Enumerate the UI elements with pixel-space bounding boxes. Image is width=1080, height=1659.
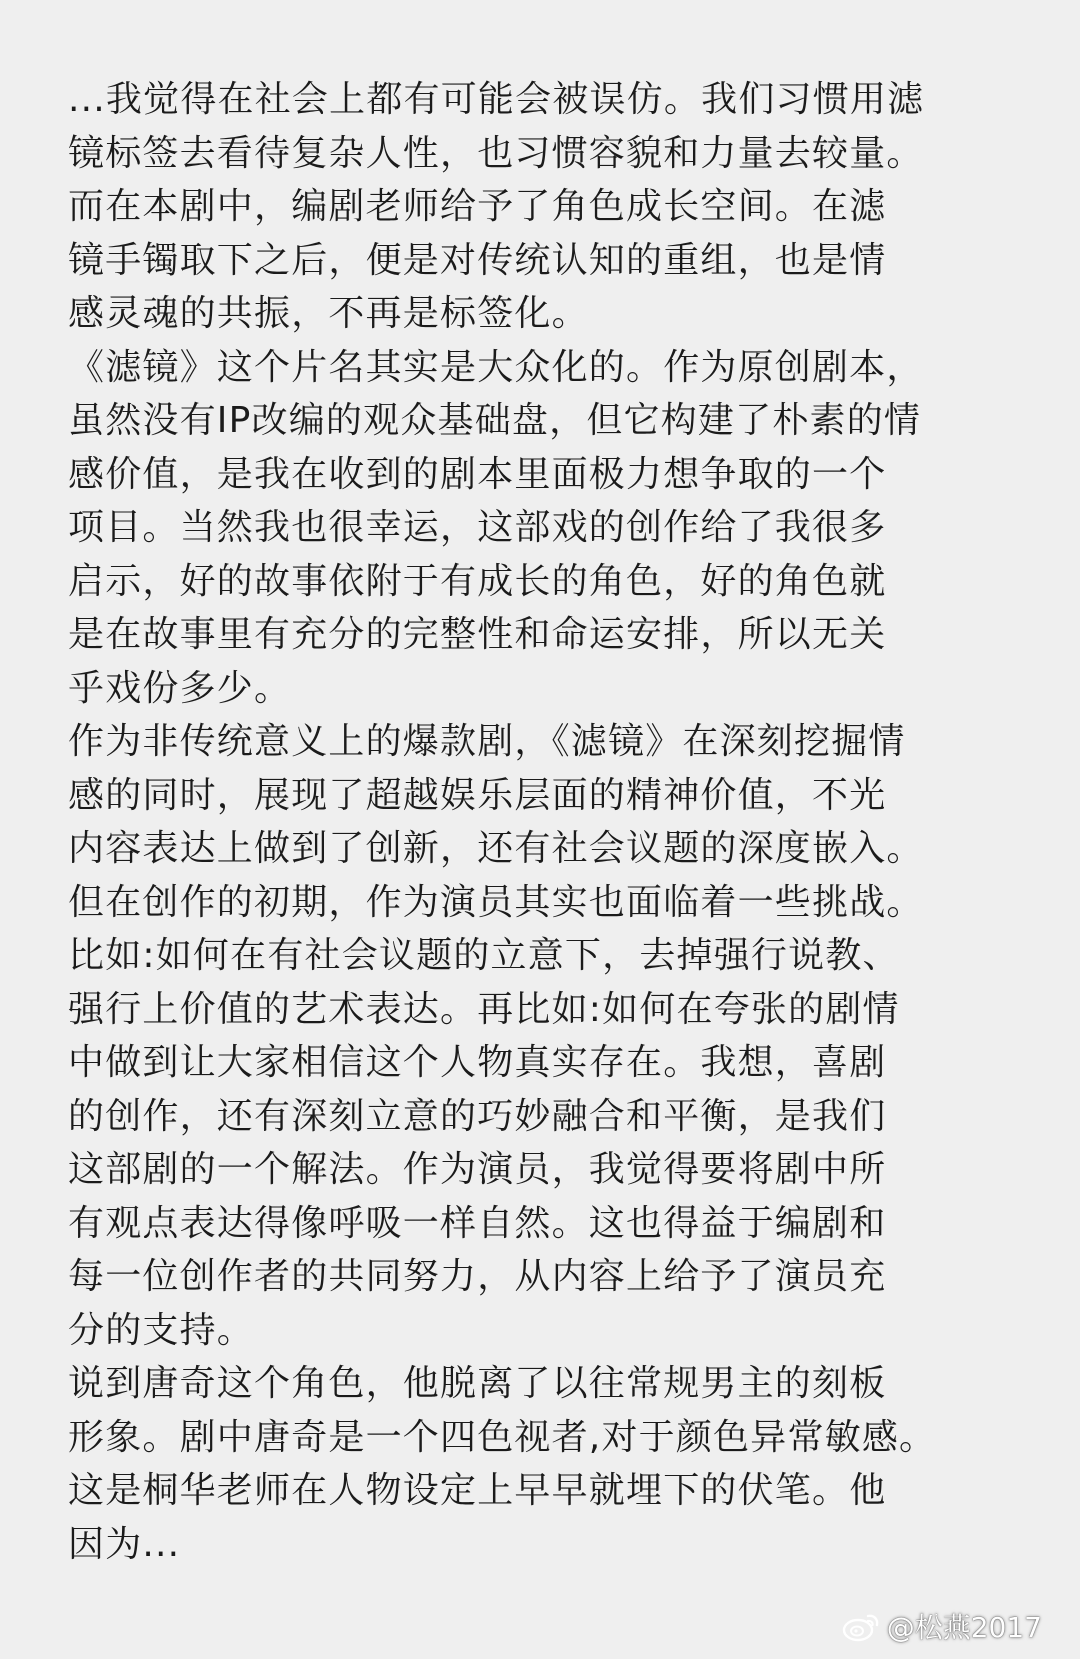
weibo-watermark: [841, 1603, 1042, 1649]
text-line: 乎戏份多少。: [68, 667, 292, 709]
text-line: 有观点表达得像呼吸一样自然。这也得益于编剧和: [68, 1202, 887, 1244]
text-line: 的创作，还有深刻立意的巧妙融合和平衡，是我们: [68, 1095, 887, 1137]
text-line: 感的同时，展现了超越娱乐层面的精神价值，不光: [68, 774, 887, 816]
text-line: 但在创作的初期，作为演员其实也面临着一些挑战。: [68, 881, 924, 923]
text-line: 强行上价值的艺术表达。再比如:如何在夸张的剧情: [68, 988, 900, 1030]
text-line: 每一位创作者的共同努力，从内容上给予了演员充: [68, 1256, 887, 1297]
paragraph-3: [68, 715, 1008, 1357]
watermark-handle: @松燕2017: [886, 1611, 1042, 1644]
text-line: 形象。剧中唐奇是一个四色视者,对于颜色异常敏感。: [68, 1416, 937, 1458]
text-line: 这是桐华老师在人物设定上早早就埋下的伏笔。他: [68, 1470, 887, 1511]
text-line: 作为非传统意义上的爆款剧，《滤镜》在深刻挖掘情: [68, 721, 906, 762]
text-line: 这部剧的一个解法。作为演员，我觉得要将剧中所: [68, 1149, 887, 1190]
text-line: 虽然没有IP改编的观众基础盘，但它构建了朴素的情: [68, 400, 922, 441]
text-line: 《滤镜》这个片名其实是大众化的。作为原创剧本，: [68, 346, 924, 388]
text-line: 因为...: [68, 1523, 181, 1565]
text-line: 分的支持。: [68, 1309, 255, 1351]
document-body: [68, 73, 1008, 1571]
text-line: 感价值，是我在收到的剧本里面极力想争取的一个: [68, 453, 887, 495]
text-line: 而在本剧中，编剧老师给予了角色成长空间。在滤: [68, 186, 887, 227]
text-line: 说到唐奇这个角色，他脱离了以往常规男主的刻板: [68, 1363, 887, 1404]
text-line: 项目。当然我也很幸运，这部戏的创作给了我很多: [68, 507, 887, 548]
text-line: 镜标签去看待复杂人性，也习惯容貌和力量去较量。: [68, 132, 924, 174]
text-line: 启示，好的故事依附于有成长的角色，好的角色就: [68, 560, 887, 602]
weibo-icon: [841, 1610, 881, 1642]
paragraph-1: [68, 73, 1008, 341]
text-line: 是在故事里有充分的完整性和命运安排，所以无关: [68, 614, 887, 655]
text-line: 中做到让大家相信这个人物真实存在。我想，喜剧: [68, 1042, 887, 1083]
text-line: 比如:如何在有社会议题的立意下，去掉强行说教、: [68, 935, 900, 976]
text-line: ...我觉得在社会上都有可能会被误仿。我们习惯用滤: [68, 79, 925, 120]
paragraph-2: [68, 341, 1008, 716]
text-line: 镜手镯取下之后，便是对传统认知的重组，也是情: [68, 239, 887, 281]
paragraph-4: [68, 1357, 1008, 1571]
text-line: 感灵魂的共振，不再是标签化。: [68, 293, 589, 334]
text-line: 内容表达上做到了创新，还有社会议题的深度嵌入。: [68, 828, 924, 869]
